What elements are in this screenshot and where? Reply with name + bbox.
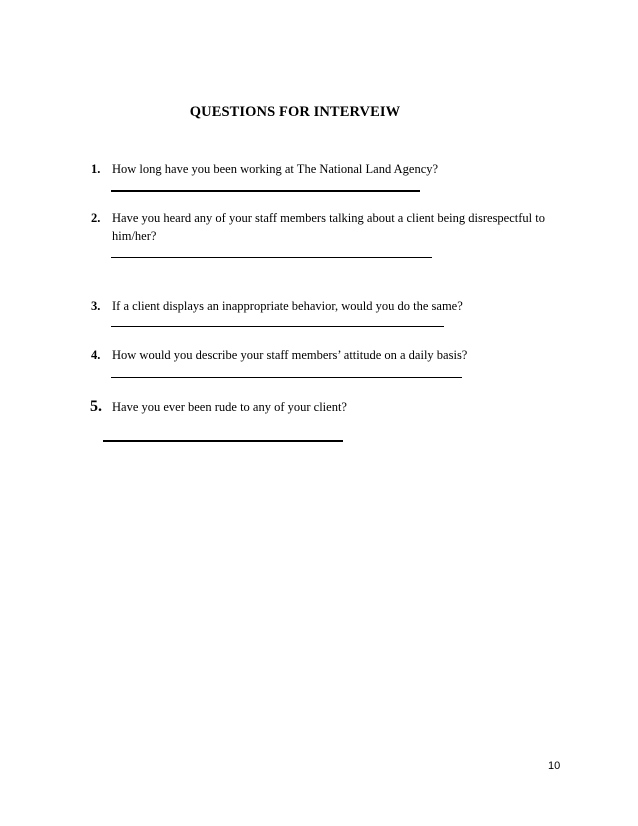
question-5-text: Have you ever been rude to any of your client?: [112, 400, 347, 414]
page-title: QUESTIONS FOR INTERVEIW: [189, 104, 401, 120]
page-number: 10: [548, 760, 561, 772]
question-1-text: How long have you been working at The National Land Agency?: [112, 162, 439, 176]
question-2-answer-line[interactable]: [111, 257, 432, 258]
question-2-number: 2.: [91, 211, 101, 225]
question-3-answer-line[interactable]: [111, 326, 444, 327]
question-4-answer-line[interactable]: [111, 377, 462, 378]
question-3-number: 3.: [91, 299, 101, 313]
question-4-text: How would you describe your staff members’ attitude on a daily basis?: [112, 348, 468, 362]
question-5-answer-line[interactable]: [103, 440, 343, 442]
question-4-number: 4.: [91, 348, 101, 362]
question-5-number: 5.: [90, 398, 102, 415]
question-2-text: Have you heard any of your staff members talking about a client being disrespectful to him/her?: [112, 211, 545, 243]
question-1-number: 1.: [91, 162, 101, 176]
question-1-answer-line[interactable]: [111, 190, 420, 192]
question-3-text: If a client displays an inappropriate behavior, would you do the same?: [112, 299, 463, 313]
